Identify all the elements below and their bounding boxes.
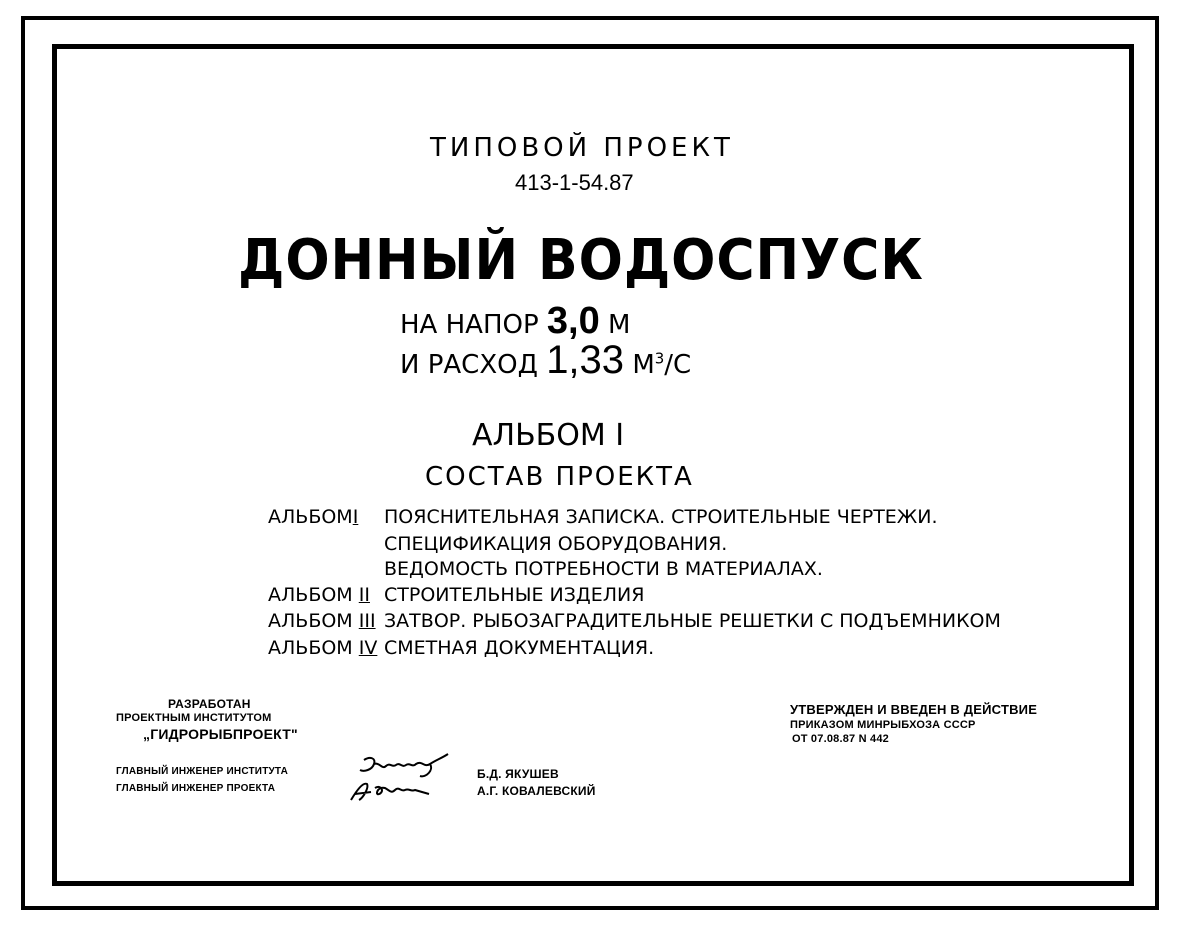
album-title: АЛЬБОМ I (472, 418, 625, 453)
contents-line: СМЕТНАЯ ДОКУМЕНТАЦИЯ. (384, 637, 655, 659)
approval-line-1: УТВЕРЖДЕН И ВВЕДЕН В ДЕЙСТВИЕ (790, 702, 1038, 717)
approval-line-2: ПРИКАЗОМ МИНРЫБХОЗА СССР (790, 719, 976, 731)
contents-line: ПОЯСНИТЕЛЬНАЯ ЗАПИСКА. СТРОИТЕЛЬНЫЕ ЧЕРТЕЖИ. (384, 506, 938, 528)
flow-unit-rest: /С (664, 350, 692, 380)
album-numeral: II (358, 584, 370, 606)
project-number: 413-1-54.87 (515, 170, 634, 195)
signature-1 (350, 752, 460, 780)
contents-line: СТРОИТЕЛЬНЫЕ ИЗДЕЛИЯ (384, 584, 645, 606)
album-word: АЛЬБОМ (268, 610, 353, 632)
project-type: ТИПОВОЙ ПРОЕКТ (430, 133, 734, 163)
head-value: 3,0 (546, 300, 600, 342)
contents-row-1 (268, 506, 938, 528)
flow-unit-sup: 3 (654, 349, 665, 368)
contents-row-3 (268, 610, 1001, 632)
contents-row-1-line-2: СПЕЦИФИКАЦИЯ ОБОРУДОВАНИЯ. (384, 533, 728, 555)
approval-line-3: ОТ 07.08.87 N 442 (792, 733, 889, 745)
role-chief-engineer-project: ГЛАВНЫЙ ИНЖЕНЕР ПРОЕКТА (116, 783, 276, 794)
contents-line: ЗАТВОР. РЫБОЗАГРАДИТЕЛЬНЫЕ РЕШЕТКИ С ПОДЪЕМНИКОМ (384, 610, 1001, 632)
album-numeral: III (358, 610, 376, 632)
contents-row-1-line-3: ВЕДОМОСТЬ ПОТРЕБНОСТИ В МАТЕРИАЛАХ. (384, 558, 823, 580)
album-word: АЛЬБОМ (268, 584, 353, 606)
role-chief-engineer-institute: ГЛАВНЫЙ ИНЖЕНЕР ИНСТИТУТА (116, 766, 289, 777)
head-prefix: НА НАПОР (400, 310, 539, 340)
contents-row-2 (268, 584, 644, 606)
contents-title: СОСТАВ ПРОЕКТА (425, 462, 694, 492)
developer-institute: „ГИДРОРЫБПРОЕКТ" (143, 726, 298, 742)
album-word: АЛЬБОМ (268, 637, 353, 659)
flow-line (400, 338, 691, 383)
contents-row-4 (268, 637, 654, 659)
album-numeral: IV (358, 637, 378, 659)
main-title: ДОННЫЙ ВОДОСПУСК (238, 228, 924, 293)
album-word: АЛЬБОМ (268, 506, 353, 528)
head-line (400, 300, 630, 343)
developer-line-2: ПРОЕКТНЫМ ИНСТИТУТОМ (116, 712, 272, 724)
name-chief-engineer-institute: Б.Д. ЯКУШЕВ (477, 767, 559, 781)
album-numeral: I (352, 506, 359, 528)
name-chief-engineer-project: А.Г. КОВАЛЕВСКИЙ (477, 784, 596, 798)
flow-value: 1,33 (546, 338, 625, 382)
head-unit: М (608, 310, 631, 340)
signature-2 (347, 778, 432, 804)
developer-line-1: РАЗРАБОТАН (168, 697, 251, 711)
flow-prefix: И РАСХОД (400, 350, 538, 380)
flow-unit-m: М (632, 350, 655, 380)
